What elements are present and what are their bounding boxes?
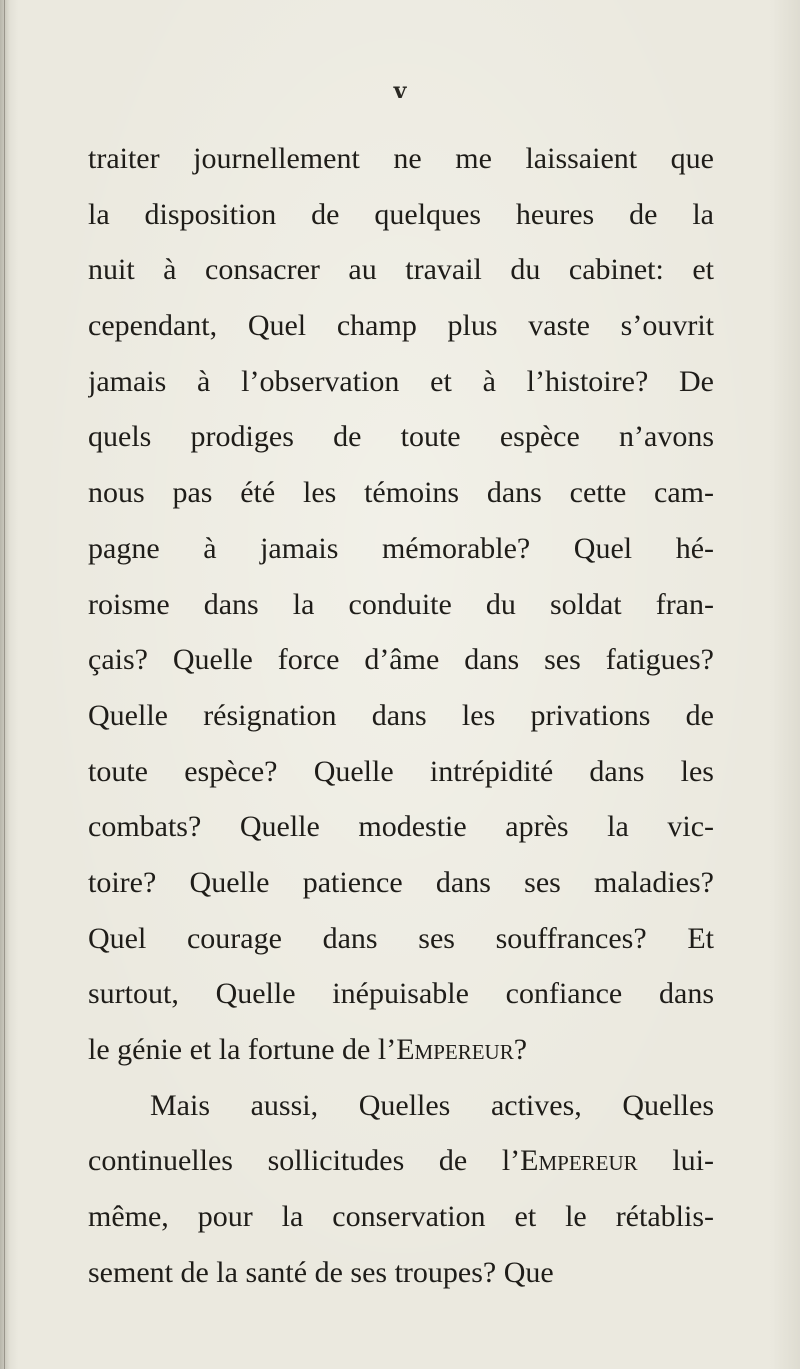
text-line bbox=[88, 354, 714, 410]
text-line bbox=[88, 1078, 714, 1134]
text-line bbox=[88, 1189, 714, 1245]
text-line bbox=[88, 577, 714, 633]
gutter-line bbox=[4, 0, 5, 1369]
text-segment: lui- bbox=[637, 1144, 714, 1178]
text-line bbox=[88, 131, 714, 187]
text-segment: çais? Quelle force d’âme dans ses fatigues? bbox=[88, 643, 714, 677]
text-line bbox=[88, 1245, 714, 1301]
text-line bbox=[88, 911, 714, 967]
text-line bbox=[88, 855, 714, 911]
text-line bbox=[88, 1022, 714, 1078]
gutter-shadow bbox=[0, 0, 10, 1369]
small-caps-word: Empereur bbox=[520, 1144, 638, 1178]
text-line bbox=[88, 966, 714, 1022]
text-line bbox=[88, 409, 714, 465]
text-segment: Quel courage dans ses souffrances? Et bbox=[88, 921, 714, 955]
text-segment: combats? Quelle modestie après la vic- bbox=[88, 810, 714, 844]
text-segment: ? bbox=[513, 1033, 528, 1066]
text-segment: toire? Quelle patience dans ses maladies? bbox=[88, 865, 714, 899]
text-line bbox=[88, 632, 714, 688]
text-line bbox=[88, 799, 714, 855]
text-line bbox=[88, 298, 714, 354]
text-line bbox=[88, 1133, 714, 1189]
text-line bbox=[88, 187, 714, 243]
small-caps-word: Empereur bbox=[396, 1033, 514, 1066]
text-line bbox=[88, 521, 714, 577]
text-segment: surtout, Quelle inépuisable confiance dans bbox=[88, 977, 714, 1011]
body-text bbox=[88, 131, 714, 1300]
text-segment: continuelles sollicitudes de l’ bbox=[88, 1144, 521, 1178]
text-line bbox=[88, 688, 714, 744]
text-segment: traiter journellement ne me laissaient que bbox=[88, 142, 714, 175]
text-segment: quels prodiges de toute espèce n’avons bbox=[88, 420, 714, 454]
text-segment: même, pour la conservation et le rétablis- bbox=[88, 1200, 714, 1234]
text-segment: le génie et la fortune de l’ bbox=[88, 1033, 397, 1066]
text-segment: roisme dans la conduite du soldat fran- bbox=[88, 587, 714, 621]
text-segment: pagne à jamais mémorable? Quel hé- bbox=[88, 531, 714, 565]
text-segment: sement de la santé de ses troupes? Que bbox=[88, 1255, 554, 1289]
text-segment: cependant, Quel champ plus vaste s’ouvrit bbox=[88, 309, 714, 343]
text-segment: la disposition de quelques heures de la bbox=[88, 197, 714, 231]
page-number: v bbox=[393, 78, 407, 104]
text-segment: nuit à consacrer au travail du cabinet: et bbox=[88, 253, 714, 287]
text-segment: Mais aussi, Quelles actives, Quelles bbox=[150, 1088, 714, 1122]
text-segment: nous pas été les témoins dans cette cam- bbox=[88, 476, 714, 510]
text-line bbox=[88, 465, 714, 521]
text-segment: Quelle résignation dans les privations de bbox=[88, 698, 714, 732]
text-segment: toute espèce? Quelle intrépidité dans les bbox=[88, 754, 714, 788]
text-segment: jamais à l’observation et à l’histoire? De bbox=[88, 364, 714, 398]
text-line bbox=[88, 744, 714, 800]
text-line bbox=[88, 242, 714, 298]
